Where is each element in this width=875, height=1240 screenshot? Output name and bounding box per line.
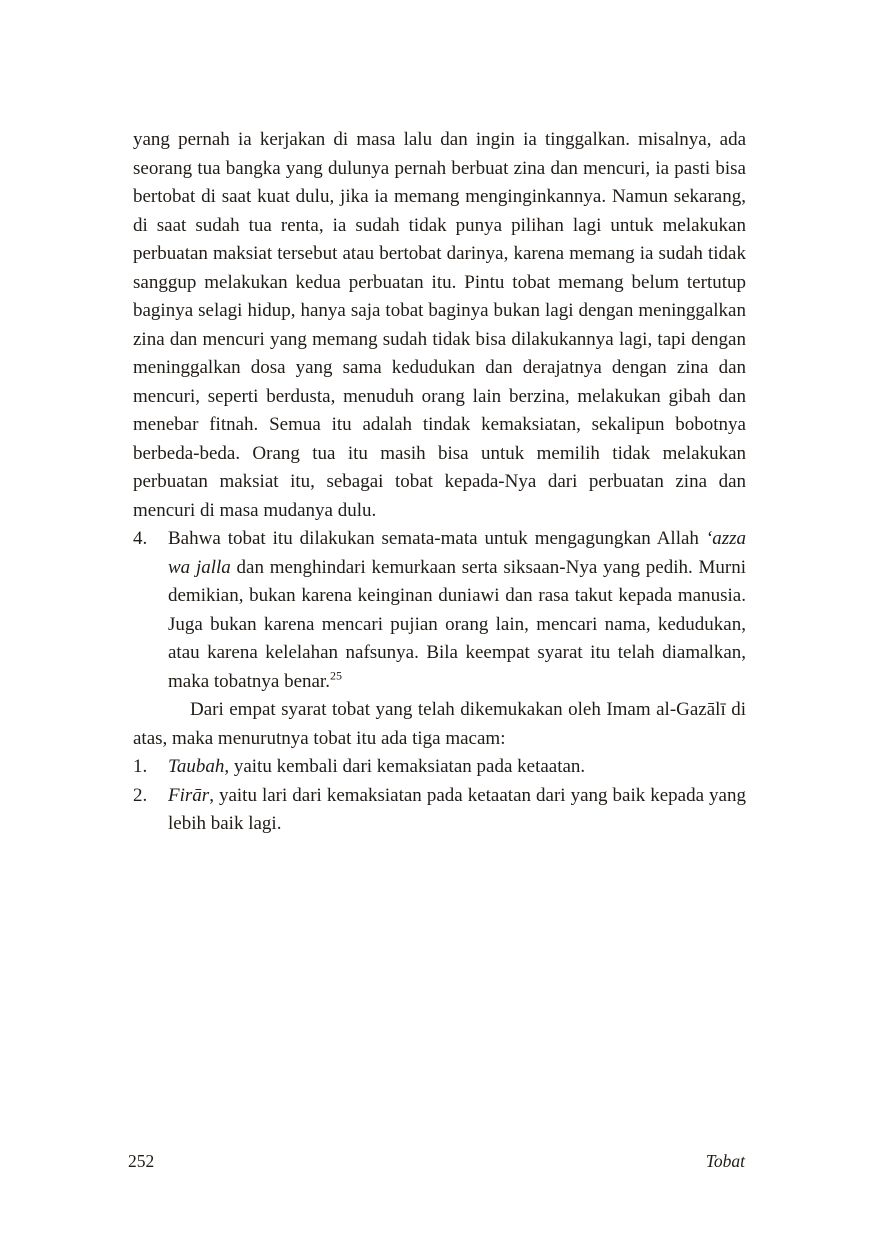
item4-text-before-italic: Bahwa tobat itu dilakukan semata-mata untuk mengagungkan Allah	[168, 528, 706, 549]
item1-number: 1.	[133, 756, 148, 777]
item4-number: 4.	[133, 528, 148, 549]
item2-term: Firār	[168, 784, 210, 806]
item2-text	[168, 782, 746, 839]
item3-continuation-paragraph: yang pernah ia kerjakan di masa lalu dan ingin ia tinggalkan. misalnya, ada seorang tua bangka yang dulunya pernah berbuat zina dan mencuri, ia pasti bisa bertobat di saat kuat dulu, jika ia memang menginginkannya. Namun sekarang, di saat sudah tua renta, ia sudah tidak punya pilihan lagi untuk melakukan perbuatan maksiat tersebut atau bertobat darinya, karena memang ia sudah tidak sanggup melakukan kedua perbuatan itu. Pintu tobat memang belum tertutup baginya selagi hidup, hanya saja tobat baginya bukan lagi dengan meninggalkan zina dan mencuri yang memang sudah tidak bisa dilakukannya lagi, tapi dengan meninggalkan dosa yang sama kedudukan dan derajatnya dengan zina dan mencuri, seperti berdusta, menuduh orang lain berzina, melakukan gibah dan menebar fitnah. Semua itu adalah tindak kemaksiatan, sekalipun bobotnya berbeda-beda. Orang tua itu masih bisa untuk memilih tidak melakukan perbuatan maksiat itu, sebagai tobat kepada-Nya dari perbuatan zina dan mencuri di masa mudanya dulu.	[133, 129, 746, 521]
numbered-item-4	[133, 525, 746, 696]
page-number: 252	[128, 1151, 155, 1171]
footnote-reference: 25	[329, 668, 342, 683]
item4-arabic-phrase: ‘azza wa jalla	[168, 528, 746, 578]
item2-definition: , yaitu lari dari kemaksiatan pada ketaatan dari yang baik kepada yang lebih baik lagi.	[168, 784, 746, 834]
item1-text	[168, 753, 746, 782]
page-footer	[128, 1150, 745, 1172]
item4-text	[168, 525, 746, 696]
item4-text-after-italic: dan menghindari kemurkaan serta siksaan-Nya yang pedih. Murni demikian, bukan karena keinginan duniawi dan rasa takut kepada manusia. Juga bukan karena mencari pujian orang lain, mencari nama, kedudukan, atau karena kelelahan nafsunya. Bila keempat syarat itu telah diamalkan, maka tobatnya benar.	[168, 556, 746, 692]
numbered-item-2	[133, 782, 746, 839]
closing-paragraph: Dari empat syarat tobat yang telah dikemukakan oleh Imam al-Gazālī di atas, maka menurutnya tobat itu ada tiga macam:	[133, 699, 746, 749]
item2-number: 2.	[133, 784, 148, 806]
item1-definition: , yaitu kembali dari kemaksiatan pada ketaatan.	[224, 756, 586, 777]
numbered-item-1	[133, 753, 746, 782]
running-title: Tobat	[705, 1151, 745, 1171]
item1-term: Taubah	[168, 756, 225, 777]
page-body	[133, 126, 746, 839]
